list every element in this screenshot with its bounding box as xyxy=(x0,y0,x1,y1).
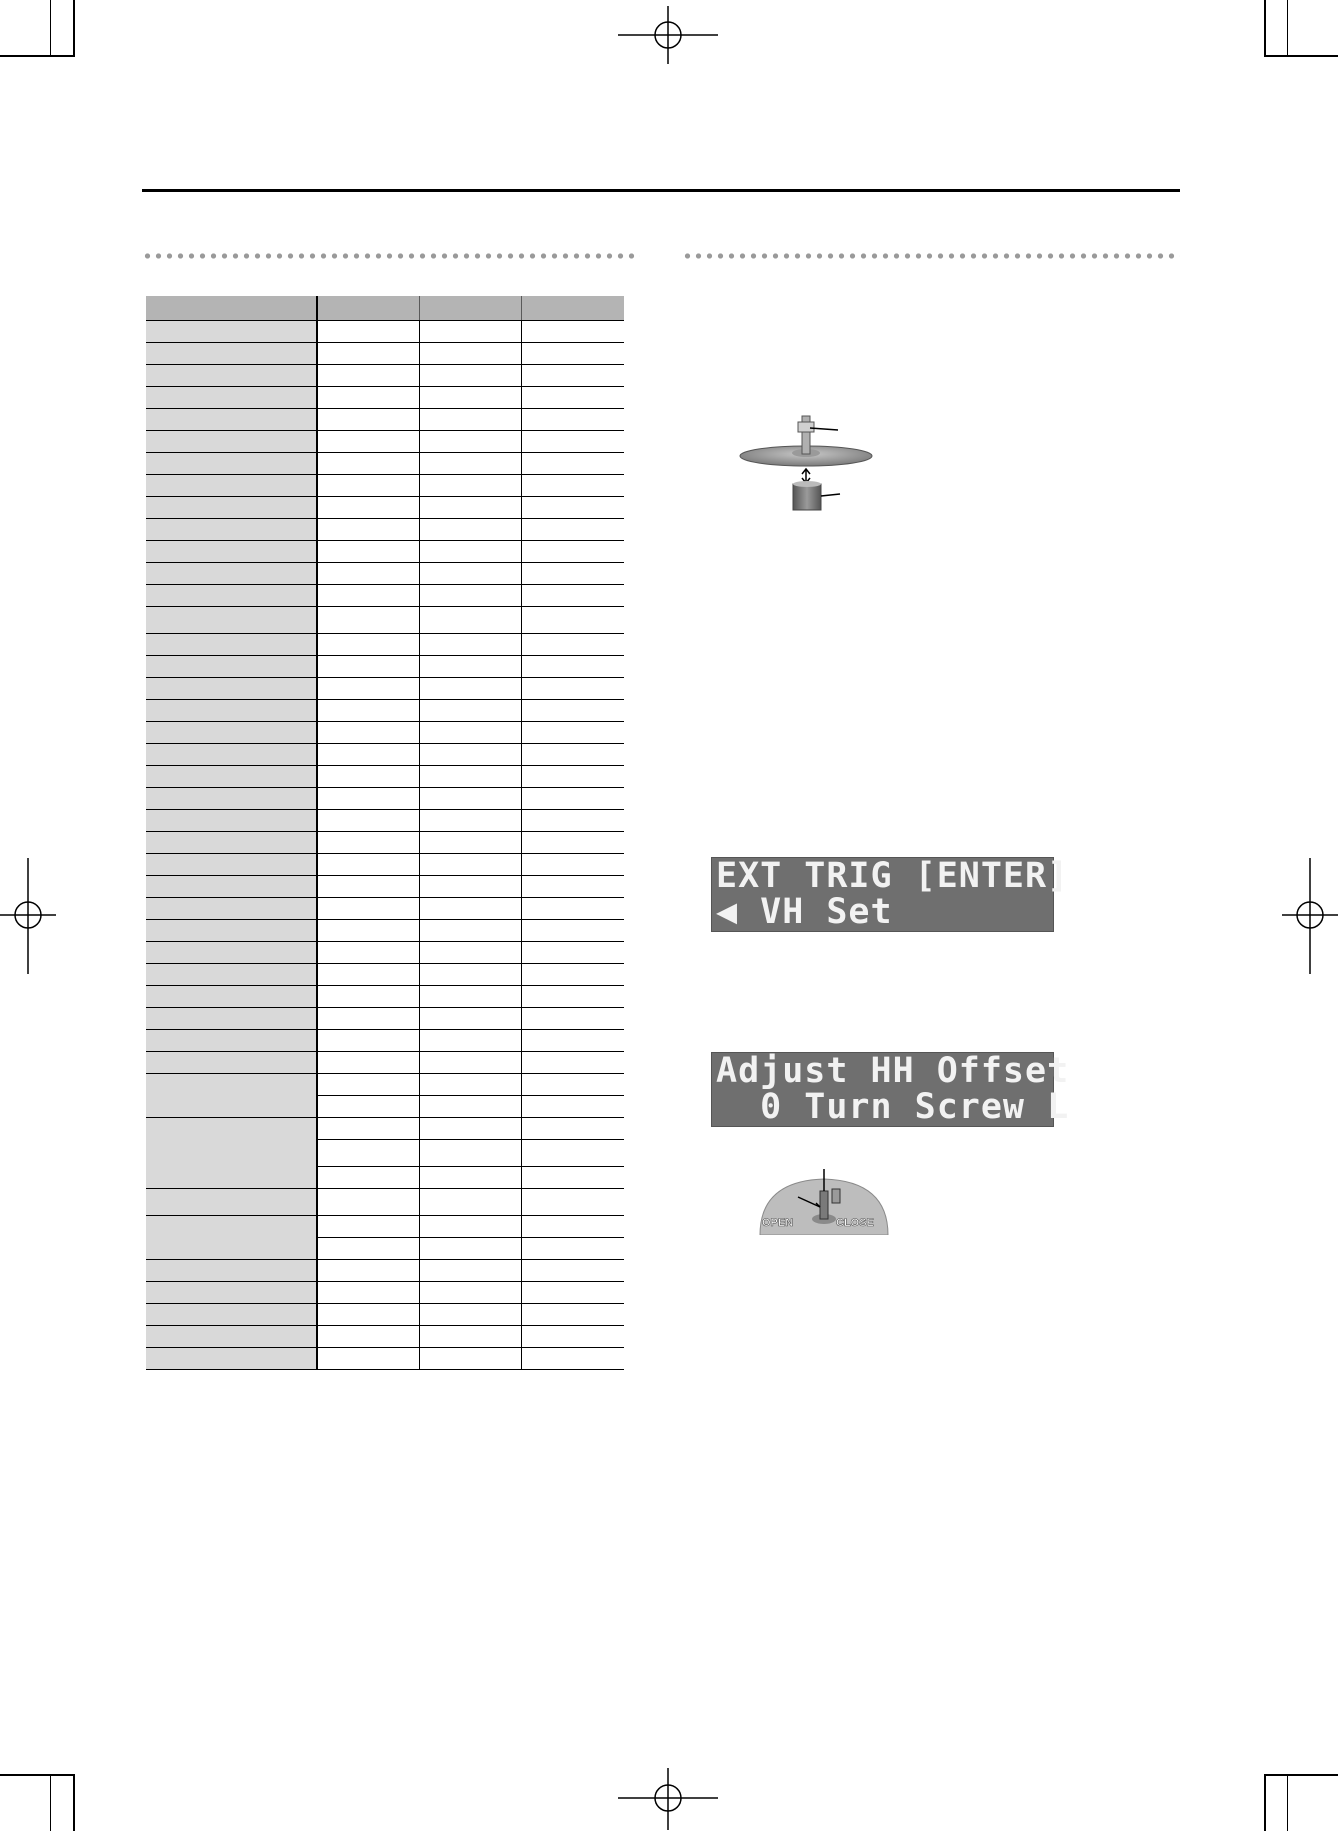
table-value-cell xyxy=(419,1348,521,1370)
table-label-cell xyxy=(146,854,317,876)
table-value-cell xyxy=(419,453,521,475)
table-row xyxy=(146,1030,624,1052)
table-value-cell xyxy=(419,656,521,678)
table-value-cell xyxy=(419,788,521,810)
table-value-cell xyxy=(522,678,624,700)
table-row xyxy=(146,700,624,722)
table-row xyxy=(146,1304,624,1326)
table-value-cell xyxy=(419,854,521,876)
table-row xyxy=(146,1326,624,1348)
crop-mark-top-right-v xyxy=(1264,0,1266,57)
table-value-cell xyxy=(522,1074,624,1096)
table-value-cell xyxy=(522,810,624,832)
crop-mark-top-right-h xyxy=(1264,55,1338,57)
table-label-cell xyxy=(146,1074,317,1118)
table-label-cell xyxy=(146,832,317,854)
table-value-cell xyxy=(522,854,624,876)
table-row xyxy=(146,365,624,387)
table-value-cell xyxy=(419,431,521,453)
table-value-cell xyxy=(419,1167,521,1189)
table-value-cell xyxy=(317,656,419,678)
table-value-cell xyxy=(522,832,624,854)
table-value-cell xyxy=(522,964,624,986)
open-label: OPEN xyxy=(762,1217,794,1229)
table-value-cell xyxy=(419,1118,521,1140)
table-label-cell xyxy=(146,541,317,563)
table-value-cell xyxy=(317,678,419,700)
table-row xyxy=(146,585,624,607)
table-label-cell xyxy=(146,1118,317,1189)
table-row xyxy=(146,898,624,920)
table-label-cell xyxy=(146,766,317,788)
table-label-cell xyxy=(146,788,317,810)
table-value-cell xyxy=(522,563,624,585)
table-label-cell xyxy=(146,700,317,722)
table-value-cell xyxy=(419,1260,521,1282)
table-value-cell xyxy=(522,1216,624,1238)
table-value-cell xyxy=(419,1189,521,1216)
table-value-cell xyxy=(419,942,521,964)
table-label-cell xyxy=(146,920,317,942)
table-row xyxy=(146,788,624,810)
table-row xyxy=(146,678,624,700)
table-label-cell xyxy=(146,1189,317,1216)
crop-mark-bottom-left-v2 xyxy=(50,1774,51,1831)
table-value-cell xyxy=(419,497,521,519)
table-value-cell xyxy=(419,1238,521,1260)
table-row xyxy=(146,475,624,497)
table-label-cell xyxy=(146,343,317,365)
table-value-cell xyxy=(419,678,521,700)
table-value-cell xyxy=(317,1348,419,1370)
table-row xyxy=(146,1282,624,1304)
table-value-cell xyxy=(522,920,624,942)
table-row xyxy=(146,1118,624,1140)
crop-mark-top-left-v2 xyxy=(50,0,51,57)
table-value-cell xyxy=(522,343,624,365)
table-value-cell xyxy=(419,1074,521,1096)
table-value-cell xyxy=(419,1096,521,1118)
table-row xyxy=(146,986,624,1008)
table-value-cell xyxy=(317,1216,419,1238)
table-value-cell xyxy=(317,1167,419,1189)
registration-mark-top xyxy=(610,6,726,66)
crop-mark-bottom-left-v xyxy=(73,1774,75,1831)
table-value-cell xyxy=(317,321,419,343)
table-label-cell xyxy=(146,1216,317,1260)
table-row xyxy=(146,607,624,634)
table-value-cell xyxy=(317,986,419,1008)
table-value-cell xyxy=(317,1140,419,1167)
table-value-cell xyxy=(317,387,419,409)
table-row xyxy=(146,766,624,788)
table-row xyxy=(146,656,624,678)
table-label-cell xyxy=(146,497,317,519)
table-value-cell xyxy=(317,634,419,656)
table-value-cell xyxy=(522,1167,624,1189)
table-row xyxy=(146,920,624,942)
table-row xyxy=(146,744,624,766)
table-label-cell xyxy=(146,1052,317,1074)
table-row xyxy=(146,387,624,409)
table-row xyxy=(146,497,624,519)
table-value-cell xyxy=(317,898,419,920)
table-row xyxy=(146,563,624,585)
table-value-cell xyxy=(419,519,521,541)
table-value-cell xyxy=(522,744,624,766)
table-value-cell xyxy=(419,1030,521,1052)
table-value-cell xyxy=(317,854,419,876)
table-value-cell xyxy=(522,1282,624,1304)
table-value-cell xyxy=(419,409,521,431)
table-value-cell xyxy=(317,365,419,387)
table-value-cell xyxy=(419,964,521,986)
table-row xyxy=(146,1052,624,1074)
table-label-cell xyxy=(146,1326,317,1348)
table-value-cell xyxy=(522,1140,624,1167)
table-value-cell xyxy=(522,475,624,497)
table-label-cell xyxy=(146,744,317,766)
table-value-cell xyxy=(522,1348,624,1370)
table-value-cell xyxy=(522,1118,624,1140)
table-value-cell xyxy=(419,744,521,766)
section-divider-left xyxy=(142,253,640,259)
table-value-cell xyxy=(419,343,521,365)
table-value-cell xyxy=(419,607,521,634)
table-label-cell xyxy=(146,986,317,1008)
registration-mark-left xyxy=(0,858,58,974)
table-row xyxy=(146,431,624,453)
table-label-cell xyxy=(146,1348,317,1370)
table-value-cell xyxy=(317,607,419,634)
table-label-cell xyxy=(146,431,317,453)
table-label-cell xyxy=(146,365,317,387)
table-value-cell xyxy=(522,607,624,634)
table-value-cell xyxy=(317,788,419,810)
table-value-cell xyxy=(317,1326,419,1348)
table-value-cell xyxy=(317,700,419,722)
table-row xyxy=(146,409,624,431)
table-value-cell xyxy=(419,876,521,898)
lcd-display-1 xyxy=(711,856,1070,932)
table-row xyxy=(146,541,624,563)
table-value-cell xyxy=(317,541,419,563)
table-value-cell xyxy=(317,722,419,744)
table-label-cell xyxy=(146,585,317,607)
table-value-cell xyxy=(317,1189,419,1216)
table-row xyxy=(146,942,624,964)
table-value-cell xyxy=(522,766,624,788)
table-value-cell xyxy=(419,766,521,788)
table-value-cell xyxy=(317,1282,419,1304)
close-label: CLOSE xyxy=(836,1217,874,1229)
crop-mark-top-left-v xyxy=(73,0,75,57)
table-value-cell xyxy=(419,700,521,722)
table-label-cell xyxy=(146,387,317,409)
table-value-cell xyxy=(419,1304,521,1326)
crop-mark-bottom-left-h xyxy=(0,1774,75,1776)
table-value-cell xyxy=(522,634,624,656)
table-value-cell xyxy=(317,1260,419,1282)
table-label-cell xyxy=(146,678,317,700)
table-label-cell xyxy=(146,722,317,744)
table-value-cell xyxy=(317,1008,419,1030)
table-value-cell xyxy=(419,541,521,563)
table-value-cell xyxy=(317,585,419,607)
table-label-cell xyxy=(146,563,317,585)
table-value-cell xyxy=(317,1096,419,1118)
table-value-cell xyxy=(419,810,521,832)
table-value-cell xyxy=(317,453,419,475)
table-value-cell xyxy=(317,563,419,585)
registration-mark-right xyxy=(1280,858,1338,974)
table-value-cell xyxy=(419,986,521,1008)
table-value-cell xyxy=(522,942,624,964)
table-row xyxy=(146,1189,624,1216)
table-label-cell xyxy=(146,1282,317,1304)
table-value-cell xyxy=(522,365,624,387)
table-row xyxy=(146,321,624,343)
table-value-cell xyxy=(522,876,624,898)
table-value-cell xyxy=(317,431,419,453)
hihat-illustration xyxy=(738,408,888,512)
table-label-cell xyxy=(146,898,317,920)
table-value-cell xyxy=(522,409,624,431)
table-value-cell xyxy=(522,497,624,519)
table-label-cell xyxy=(146,942,317,964)
table-value-cell xyxy=(522,656,624,678)
table-value-cell xyxy=(317,343,419,365)
table-value-cell xyxy=(522,431,624,453)
table-row xyxy=(146,832,624,854)
table-value-cell xyxy=(522,1189,624,1216)
table-value-cell xyxy=(522,700,624,722)
header-rule xyxy=(142,189,1180,192)
table-value-cell xyxy=(317,810,419,832)
table-label-cell xyxy=(146,810,317,832)
table-value-cell xyxy=(419,563,521,585)
table-row xyxy=(146,854,624,876)
table-value-cell xyxy=(419,634,521,656)
table-value-cell xyxy=(317,744,419,766)
table-value-cell xyxy=(419,365,521,387)
table-value-cell xyxy=(317,1074,419,1096)
table-value-cell xyxy=(522,1238,624,1260)
lcd-display-2 xyxy=(711,1051,1070,1127)
table-value-cell xyxy=(317,832,419,854)
section-divider-right xyxy=(682,253,1180,259)
table-value-cell xyxy=(419,1052,521,1074)
table-row xyxy=(146,1008,624,1030)
table-value-cell xyxy=(317,920,419,942)
table-value-cell xyxy=(317,1030,419,1052)
table-value-cell xyxy=(317,1304,419,1326)
lcd-line-2: 0 Turn Screw L xyxy=(716,1087,1070,1127)
crop-mark-top-left-h xyxy=(0,55,75,57)
table-header-row xyxy=(146,296,624,321)
table-label-cell xyxy=(146,1304,317,1326)
spec-table xyxy=(146,296,624,1370)
table-value-cell xyxy=(419,898,521,920)
table-header-cell xyxy=(317,296,419,321)
table-row xyxy=(146,1260,624,1282)
table-row xyxy=(146,810,624,832)
table-value-cell xyxy=(419,1282,521,1304)
table-value-cell xyxy=(522,1096,624,1118)
table-label-cell xyxy=(146,656,317,678)
crop-mark-bottom-right-h xyxy=(1264,1774,1338,1776)
table-value-cell xyxy=(522,1326,624,1348)
registration-mark-bottom xyxy=(610,1768,726,1830)
table-value-cell xyxy=(419,1326,521,1348)
table-value-cell xyxy=(317,497,419,519)
table-row xyxy=(146,634,624,656)
table-value-cell xyxy=(419,321,521,343)
table-header-cell xyxy=(146,296,317,321)
table-value-cell xyxy=(419,475,521,497)
table-row xyxy=(146,964,624,986)
table-row xyxy=(146,1074,624,1096)
table-row xyxy=(146,519,624,541)
table-row xyxy=(146,1348,624,1370)
table-label-cell xyxy=(146,964,317,986)
table-value-cell xyxy=(317,766,419,788)
table-label-cell xyxy=(146,1260,317,1282)
table-label-cell xyxy=(146,475,317,497)
table-value-cell xyxy=(522,321,624,343)
table-header-cell xyxy=(522,296,624,321)
table-value-cell xyxy=(317,475,419,497)
crop-mark-top-right-v2 xyxy=(1287,0,1288,57)
table-value-cell xyxy=(419,832,521,854)
table-row xyxy=(146,343,624,365)
table-value-cell xyxy=(317,1052,419,1074)
table-value-cell xyxy=(419,387,521,409)
offset-screw-illustration xyxy=(758,1167,890,1235)
table-value-cell xyxy=(317,409,419,431)
table-label-cell xyxy=(146,876,317,898)
table-value-cell xyxy=(522,986,624,1008)
crop-mark-bottom-right-v2 xyxy=(1287,1774,1288,1831)
table-label-cell xyxy=(146,607,317,634)
table-header-cell xyxy=(419,296,521,321)
table-row xyxy=(146,453,624,475)
table-value-cell xyxy=(522,788,624,810)
table-value-cell xyxy=(317,519,419,541)
table-value-cell xyxy=(522,1052,624,1074)
table-label-cell xyxy=(146,634,317,656)
table-label-cell xyxy=(146,519,317,541)
table-value-cell xyxy=(419,920,521,942)
crop-mark-bottom-right-v xyxy=(1264,1774,1266,1831)
table-value-cell xyxy=(522,453,624,475)
table-value-cell xyxy=(522,898,624,920)
table-row xyxy=(146,722,624,744)
lcd-line-1: Adjust HH Offset xyxy=(716,1051,1070,1091)
table-value-cell xyxy=(522,541,624,563)
table-label-cell xyxy=(146,409,317,431)
table-value-cell xyxy=(419,722,521,744)
table-value-cell xyxy=(522,722,624,744)
table-value-cell xyxy=(522,1260,624,1282)
table-value-cell xyxy=(522,1030,624,1052)
table-label-cell xyxy=(146,1008,317,1030)
table-value-cell xyxy=(317,1238,419,1260)
table-label-cell xyxy=(146,1030,317,1052)
table-value-cell xyxy=(317,942,419,964)
table-value-cell xyxy=(419,1008,521,1030)
table-body xyxy=(146,321,624,1370)
table-value-cell xyxy=(419,585,521,607)
table-value-cell xyxy=(317,1118,419,1140)
lcd-line-1: EXT TRIG [ENTER] xyxy=(716,856,1070,896)
table-row xyxy=(146,1216,624,1238)
table-value-cell xyxy=(317,876,419,898)
table-value-cell xyxy=(317,964,419,986)
table-label-cell xyxy=(146,321,317,343)
table-row xyxy=(146,876,624,898)
table-value-cell xyxy=(522,585,624,607)
table-label-cell xyxy=(146,453,317,475)
table-value-cell xyxy=(522,387,624,409)
table-value-cell xyxy=(419,1140,521,1167)
lcd-line-2: ◀ VH Set xyxy=(716,892,893,932)
table-value-cell xyxy=(522,1008,624,1030)
table-value-cell xyxy=(522,519,624,541)
table-value-cell xyxy=(419,1216,521,1238)
table-value-cell xyxy=(522,1304,624,1326)
